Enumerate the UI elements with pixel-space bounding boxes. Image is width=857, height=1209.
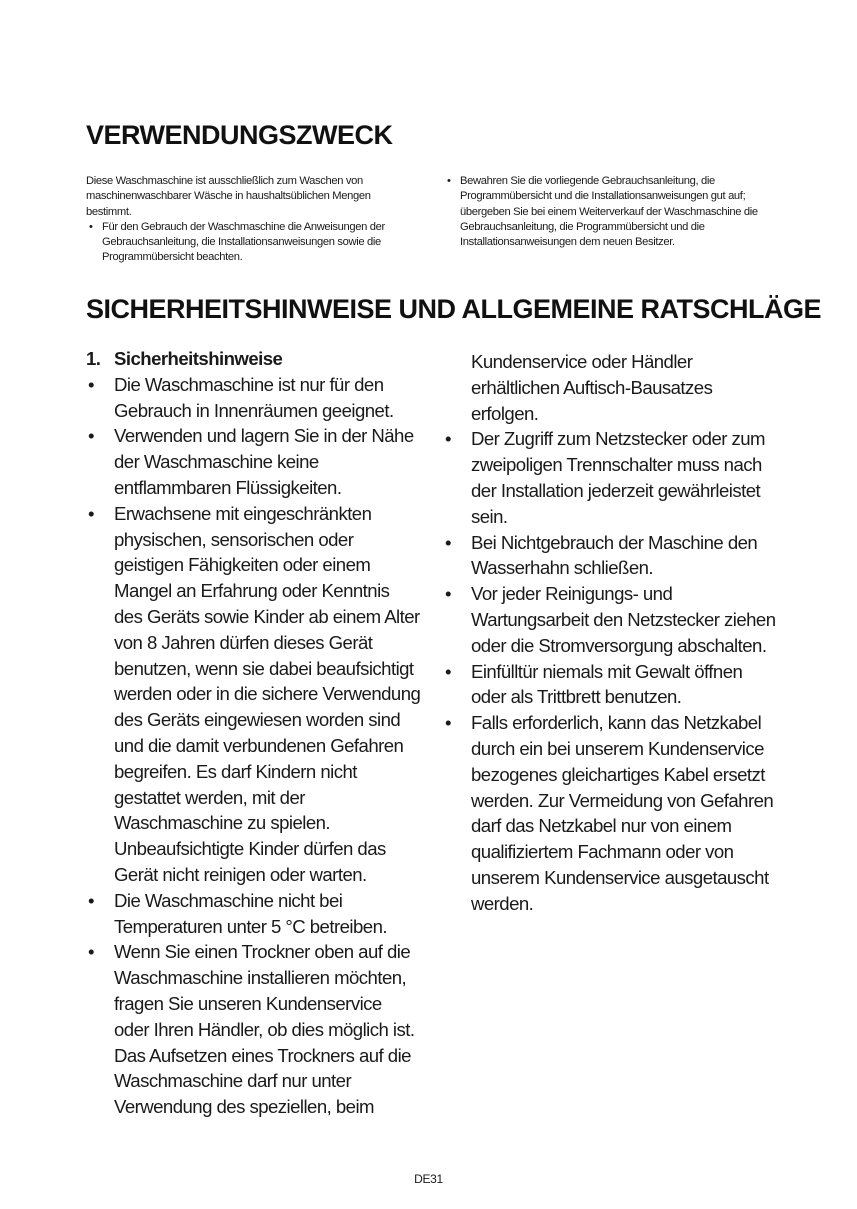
intro-left-column [86, 174, 418, 266]
safety-bullet-item: • Die Waschmaschine nicht bei Temperaturen unter 5 °C betreiben. [86, 888, 421, 940]
subheading-text: Sicherheitshinweise [114, 348, 283, 369]
safety-bullet-item: • Der Zugriff zum Netzstecker oder zum zweipoligen Trennschalter muss nach der Installation jederzeit gewährleistet sein. [443, 426, 778, 529]
safety-bullet-item: • Die Waschmaschine ist nur für den Gebrauch in Innenräumen geeignet. [86, 372, 421, 424]
safety-bullet-item: • Erwachsene mit eingeschränkten physischen, sensorischen oder geistigen Fähigkeiten oder einem Mangel an Erfahrung oder Kenntnis des Geräts sowie Kinder ab einem Alter von 8 Jahren dürfen dieses Gerät benutzen, wenn sie dabei beaufsichtigt werden oder in die sichere Verwendung des Geräts eingewiesen worden sind und die damit verbundenen Gefahren begreifen. Es darf Kindern nicht gestattet werden, mit der Waschmaschine zu spielen. Unbeaufsichtigte Kinder dürfen das Gerät nicht reinigen oder warten. [86, 501, 421, 888]
subheading [86, 346, 421, 372]
intro-bullet-item: • Bewahren Sie die vorliegende Gebrauchsanleitung, die Programmübersicht und die Installationsanweisungen gut auf; übergeben Sie bei einem Weiterverkauf der Waschmaschine die Gebrauchsanleitung, die Programmübersicht und die Installationsanweisungen dem neuen Besitzer. [444, 174, 774, 250]
subheading-number: 1. [86, 348, 101, 369]
section-title-sicherheitshinweise: SICHERHEITSHINWEISE UND ALLGEMEINE RATSCHLÄGE [86, 294, 822, 324]
intro-bullet-item: • Für den Gebrauch der Waschmaschine die Anweisungen der Gebrauchsanleitung, die Installationsanweisungen sowie die Programmübersicht beachten. [86, 220, 418, 266]
safety-right-column [443, 349, 778, 917]
safety-left-column [86, 346, 421, 1120]
intro-paragraph: Diese Waschmaschine ist ausschließlich zum Waschen von maschinenwaschbarer Wäsche in haushaltsüblichen Mengen bestimmt. [86, 175, 371, 218]
safety-bullet-item: • Verwenden und lagern Sie in der Nähe der Waschmaschine keine entflammbaren Flüssigkeiten. [86, 423, 421, 500]
safety-bullet-item: • Wenn Sie einen Trockner oben auf die Waschmaschine installieren möchten, fragen Sie unseren Kundenservice oder Ihren Händler, ob dies möglich ist. Das Aufsetzen eines Trockners auf die Waschmaschine darf nur unter Verwendung des speziellen, beim [86, 939, 421, 1120]
safety-bullet-item: • Falls erforderlich, kann das Netzkabel durch ein bei unserem Kundenservice bezogenes gleichartiges Kabel ersetzt werden. Zur Vermeidung von Gefahren darf das Netzkabel nur von einem qualifiziertem Fachmann oder von unserem Kundenservice ausgetauscht werden. [443, 710, 778, 916]
section-title-verwendungszweck: VERWENDUNGSZWECK [86, 120, 393, 150]
intro-right-column [444, 174, 774, 250]
page-number: DE31 [414, 1172, 443, 1186]
safety-bullet-item: • Einfülltür niemals mit Gewalt öffnen oder als Trittbrett benutzen. [443, 659, 778, 711]
continued-text: Kundenservice oder Händler erhältlichen Auftisch-Bausatzes erfolgen. [471, 351, 713, 424]
safety-bullet-item: • Vor jeder Reinigungs- und Wartungsarbeit den Netzstecker ziehen oder die Stromversorgung abschalten. [443, 581, 778, 658]
safety-bullet-item: • Bei Nichtgebrauch der Maschine den Wasserhahn schließen. [443, 530, 778, 582]
